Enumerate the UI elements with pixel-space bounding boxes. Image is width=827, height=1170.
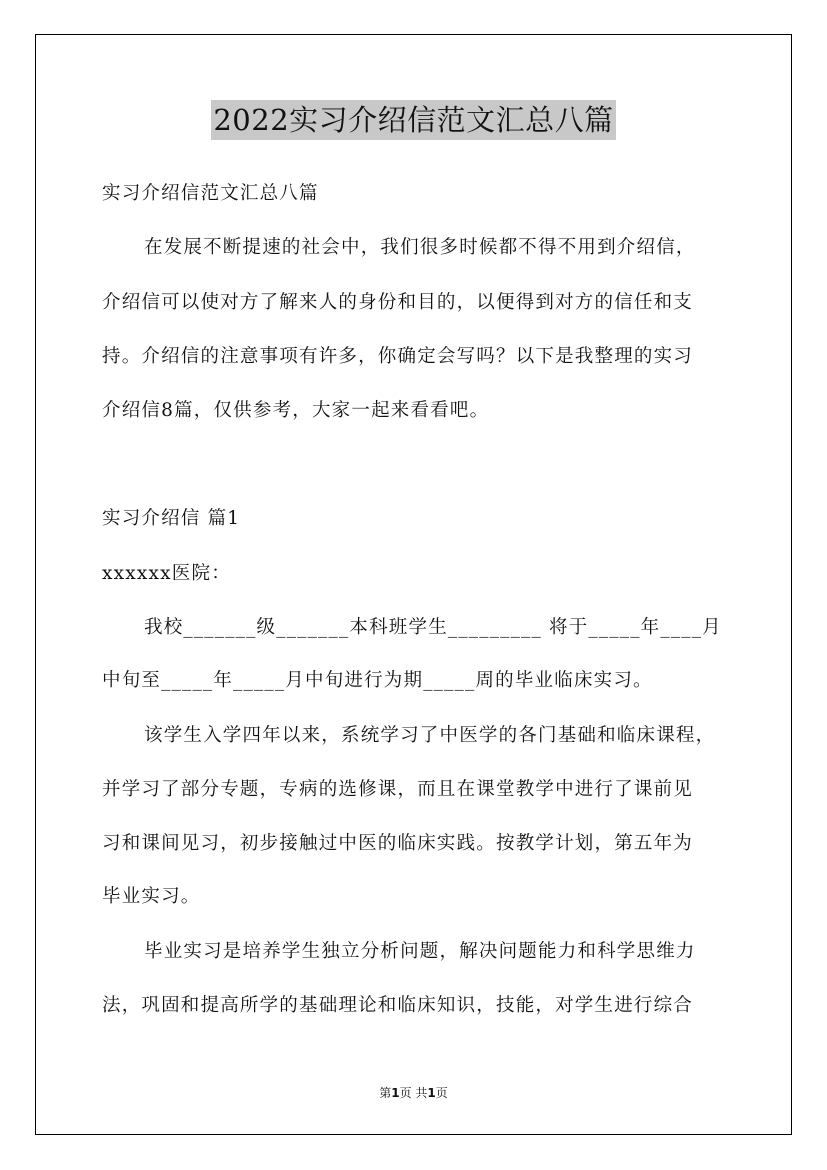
body-line: 习和课间见习，初步接触过中医的临床实践。按教学计划，第五年为 xyxy=(102,833,694,854)
footer-current-page: 1 xyxy=(391,1086,400,1100)
body-line: 毕业实习是培养学生独立分析问题，解决问题能力和科学思维力 xyxy=(144,941,696,962)
body-line: 法，巩固和提高所学的基础理论和临床知识，技能，对学生进行综合 xyxy=(102,995,694,1016)
page-footer xyxy=(0,1085,827,1101)
body-line: 中旬至_____年_____月中旬进行为期_____周的毕业临床实习。 xyxy=(102,670,653,691)
footer-total-pages: 1 xyxy=(427,1086,436,1100)
title-container xyxy=(0,100,827,140)
footer-suffix: 页 xyxy=(435,1086,448,1100)
document-subtitle: 实习介绍信范文汇总八篇 xyxy=(102,183,319,204)
intro-line: 介绍信可以使对方了解来人的身份和目的，以便得到对方的信任和支 xyxy=(102,292,694,313)
footer-mid: 页 共 xyxy=(399,1086,428,1100)
intro-line: 介绍信8篇，仅供参考，大家一起来看看吧。 xyxy=(102,400,490,421)
body-line: 并学习了部分专题，专病的选修课，而且在课堂教学中进行了课前见 xyxy=(102,779,694,800)
intro-line: 持。介绍信的注意事项有许多，你确定会写吗？以下是我整理的实习 xyxy=(102,346,694,367)
body-line: 毕业实习。 xyxy=(102,886,201,907)
body-line: 该学生入学四年以来，系统学习了中医学的各门基础和临床课程， xyxy=(144,725,716,746)
intro-line: 在发展不断提速的社会中，我们很多时候都不得不用到介绍信， xyxy=(144,237,696,258)
document-title: 2022实习介绍信范文汇总八篇 xyxy=(211,100,615,140)
body-line: 我校_______级_______本科班学生_________ 将于_____年____月 xyxy=(144,617,722,638)
salutation: xxxxxx医院： xyxy=(102,563,231,584)
footer-prefix: 第 xyxy=(379,1086,392,1100)
section-heading: 实习介绍信 篇1 xyxy=(102,508,241,529)
